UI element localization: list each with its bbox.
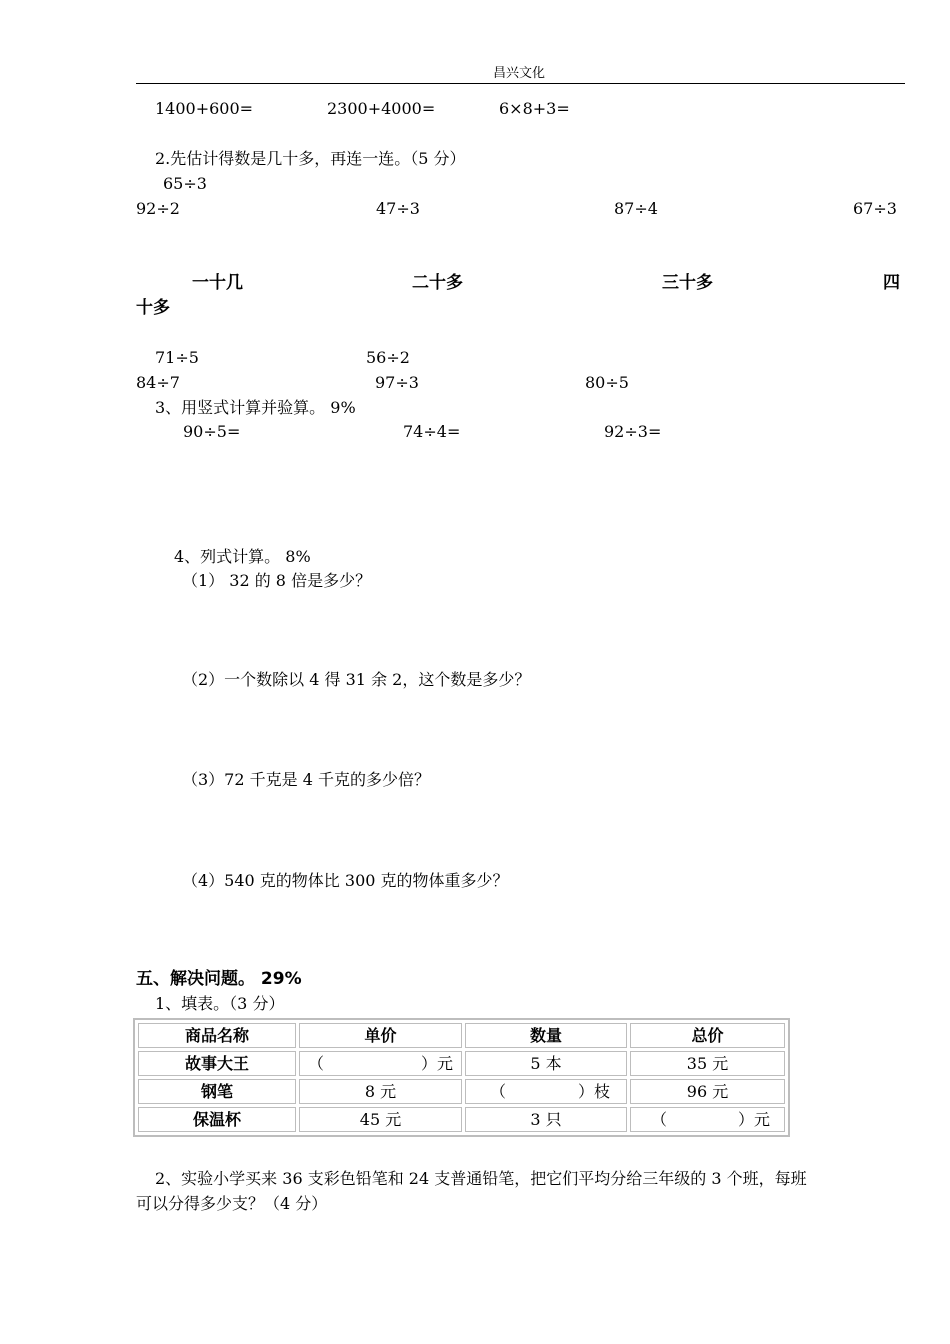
total: 35 元 xyxy=(630,1051,785,1076)
blank-open: （ xyxy=(651,1109,668,1129)
q4-item: （1） 32 的 8 倍是多少？ xyxy=(182,571,372,590)
calc-item: 6×8+3= xyxy=(499,99,570,118)
section5-title: 五、解决问题。 29% xyxy=(136,969,302,989)
blank-close: ）枝 xyxy=(577,1081,610,1101)
q2-item: 84÷7 xyxy=(136,373,180,392)
table-row xyxy=(138,1107,785,1132)
q2-item: 67÷3 xyxy=(853,199,897,218)
total-blank[interactable] xyxy=(630,1107,785,1132)
q3-item: 90÷5= xyxy=(183,422,241,441)
q2-category: 一十几 xyxy=(192,273,243,293)
q2-item: 56÷2 xyxy=(366,348,410,367)
q2-item: 71÷5 xyxy=(155,348,199,367)
q4-item: （4）540 克的物体比 300 克的物体重多少？ xyxy=(182,871,509,890)
q2-category: 三十多 xyxy=(662,273,713,293)
price: 8 元 xyxy=(299,1079,462,1104)
q2-category: 四 xyxy=(883,273,900,293)
q2-item: 97÷3 xyxy=(375,373,419,392)
table-row xyxy=(138,1079,785,1104)
total: 96 元 xyxy=(630,1079,785,1104)
q2-item: 47÷3 xyxy=(376,199,420,218)
q4-title: 4、列式计算。 8% xyxy=(174,547,311,566)
q2-item: 87÷4 xyxy=(614,199,658,218)
q2-category-wrap: 十多 xyxy=(136,298,170,318)
s5-q1-title: 1、填表。（3 分） xyxy=(155,994,285,1013)
calc-item: 1400+600= xyxy=(155,99,254,118)
blank-open: （ xyxy=(308,1053,325,1073)
product-name: 钢笔 xyxy=(138,1079,296,1104)
q2-item: 65÷3 xyxy=(163,174,207,193)
q2-item: 92÷2 xyxy=(136,199,180,218)
table-header: 总价 xyxy=(630,1023,785,1048)
calc-item: 2300+4000= xyxy=(327,99,436,118)
table-header: 数量 xyxy=(465,1023,627,1048)
q2-title: 2.先估计得数是几十多，再连一连。（5 分） xyxy=(155,149,466,168)
quantity: 5 本 xyxy=(465,1051,627,1076)
q4-item: （2）一个数除以 4 得 31 余 2，这个数是多少？ xyxy=(182,670,531,689)
price: 45 元 xyxy=(299,1107,462,1132)
q2-item: 80÷5 xyxy=(585,373,629,392)
blank-open: （ xyxy=(490,1081,507,1101)
quantity: 3 只 xyxy=(465,1107,627,1132)
table-row xyxy=(138,1051,785,1076)
header-title: 昌兴文化 xyxy=(493,66,546,81)
product-name: 故事大王 xyxy=(138,1051,296,1076)
q4-item: （3）72 千克是 4 千克的多少倍？ xyxy=(182,770,430,789)
table-header: 商品名称 xyxy=(138,1023,296,1048)
header-rule xyxy=(136,83,905,84)
q3-item: 92÷3= xyxy=(604,422,662,441)
product-name: 保温杯 xyxy=(138,1107,296,1132)
q3-title: 3、用竖式计算并验算。 9% xyxy=(155,398,356,417)
blank-close: ）元 xyxy=(420,1053,453,1073)
fill-table xyxy=(133,1018,790,1137)
s5-q2-line2: 可以分得多少支？（4 分） xyxy=(136,1194,328,1213)
table-header-row xyxy=(138,1023,785,1048)
s5-q2-line1: 2、实验小学买来 36 支彩色铅笔和 24 支普通铅笔，把它们平均分给三年级的 3 个班，每班 xyxy=(155,1169,807,1188)
q2-category: 二十多 xyxy=(412,273,463,293)
blank-close: ）元 xyxy=(737,1109,770,1129)
quantity-blank[interactable] xyxy=(465,1079,627,1104)
q3-item: 74÷4= xyxy=(403,422,461,441)
price-blank[interactable] xyxy=(299,1051,462,1076)
table-header: 单价 xyxy=(299,1023,462,1048)
